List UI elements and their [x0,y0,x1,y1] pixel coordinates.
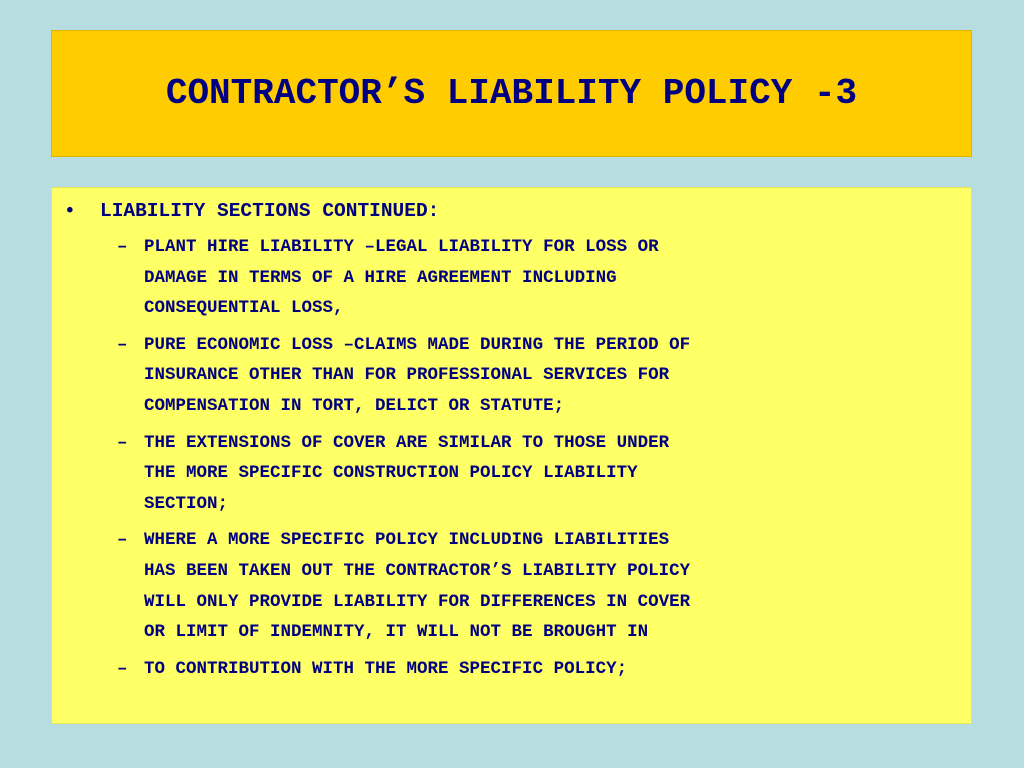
main-bullet [62,199,961,223]
sub-bullet-item [62,654,961,685]
sub-bullet-text: THE EXTENSIONS OF COVER ARE SIMILAR TO THOSE UNDER THE MORE SPECIFIC CONSTRUCTION POLICY LIABILITY SECTION; [144,432,670,514]
dash-marker: – [117,237,128,257]
sub-bullet-text: PLANT HIRE LIABILITY –LEGAL LIABILITY FOR LOSS OR DAMAGE IN TERMS OF A HIRE AGREEMENT INCLUDING CONSEQUENTIAL LOSS, [144,237,659,319]
slide-title: CONTRACTOR’S LIABILITY POLICY -3 [165,73,858,114]
sub-bullet-text: PURE ECONOMIC LOSS –CLAIMS MADE DURING THE PERIOD OF INSURANCE OTHER THAN FOR PROFESSIONAL SERVICES FOR COMPENSATION IN TORT, DELICT OR STATUTE; [144,334,691,416]
main-bullet-text: LIABILITY SECTIONS CONTINUED: [100,200,440,222]
content-box [51,187,972,724]
dash-marker: – [117,334,128,355]
title-box [51,30,972,157]
dash-marker: – [117,530,128,551]
dash-marker: – [117,432,128,453]
sub-bullet-item [62,330,961,422]
sub-bullet-item [62,525,961,647]
sub-bullet-text: WHERE A MORE SPECIFIC POLICY INCLUDING LIABILITIES HAS BEEN TAKEN OUT THE CONTRACTOR’S LIABILITY POLICY WILL ONLY PROVIDE LIABILITY FOR DIFFERENCES IN COVER OR LIMIT OF INDEMNITY, IT WILL NOT BE BROUGHT IN [144,530,691,643]
sub-bullet-list [62,232,961,684]
sub-bullet-text: TO CONTRIBUTION WITH THE MORE SPECIFIC POLICY; [144,658,628,679]
dash-marker: – [117,658,128,679]
sub-bullet-item [62,232,961,324]
sub-bullet-item [62,428,961,520]
bullet-marker: • [64,200,76,222]
